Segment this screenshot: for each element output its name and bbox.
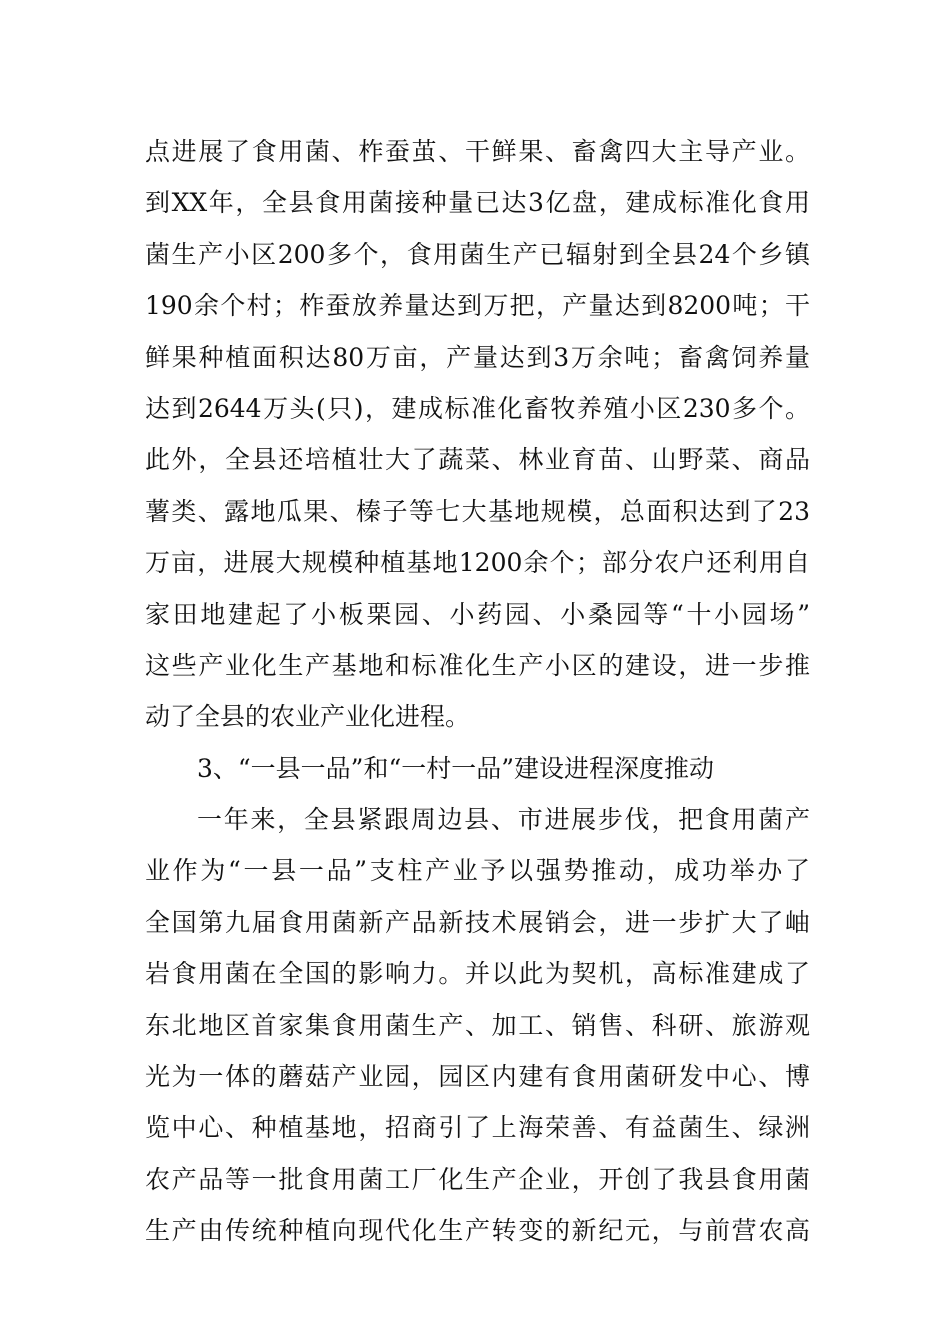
text-line: 全国第九届食用菌新产品新技术展销会，进一步扩大了岫 <box>145 907 810 937</box>
text-line: 万亩，进展大规模种植基地1200余个；部分农户还利用自 <box>145 548 810 578</box>
text-line: 动了全县的农业产业化进程。 <box>145 702 471 732</box>
section-heading: 3、“一县一品”和“一村一品”建设进程深度推动 <box>197 753 715 783</box>
text-line: 一年来，全县紧跟周边县、市进展步伐，把食用菌产 <box>197 805 810 835</box>
text-line: 生产由传统种植向现代化生产转变的新纪元，与前营农高 <box>145 1216 810 1246</box>
body-text <box>145 126 810 1257</box>
text-line: 190余个村；柞蚕放养量达到万把，产量达到8200吨；干 <box>145 291 810 321</box>
text-line: 薯类、露地瓜果、榛子等七大基地规模，总面积达到了23 <box>145 496 810 526</box>
text-line: 农产品等一批食用菌工厂化生产企业，开创了我县食用菌 <box>145 1164 810 1194</box>
text-line: 到XX年，全县食用菌接种量已达3亿盘，建成标准化食用 <box>145 188 810 218</box>
text-line: 业作为“一县一品”支柱产业予以强势推动，成功举办了 <box>145 856 810 886</box>
text-line: 菌生产小区200多个，食用菌生产已辐射到全县24个乡镇 <box>145 239 810 269</box>
text-line: 岩食用菌在全国的影响力。并以此为契机，高标准建成了 <box>145 959 810 989</box>
text-line: 光为一体的蘑菇产业园，园区内建有食用菌研发中心、博 <box>145 1062 810 1092</box>
text-line: 这些产业化生产基地和标准化生产小区的建设，进一步推 <box>145 650 810 680</box>
text-line: 东北地区首家集食用菌生产、加工、销售、科研、旅游观 <box>145 1010 810 1040</box>
text-line: 此外，全县还培植壮大了蔬菜、林业育苗、山野菜、商品 <box>145 445 810 475</box>
text-line: 览中心、种植基地，招商引了上海荣善、有益菌生、绿洲 <box>145 1113 810 1143</box>
text-line: 鲜果种植面积达80万亩，产量达到3万余吨；畜禽饲养量 <box>145 342 810 372</box>
text-line: 点进展了食用菌、柞蚕茧、干鲜果、畜禽四大主导产业。 <box>145 137 810 166</box>
text-line: 达到2644万头(只)，建成标准化畜牧养殖小区230多个。 <box>145 393 810 423</box>
text-line: 家田地建起了小板栗园、小药园、小桑园等“十小园场” <box>145 599 810 629</box>
